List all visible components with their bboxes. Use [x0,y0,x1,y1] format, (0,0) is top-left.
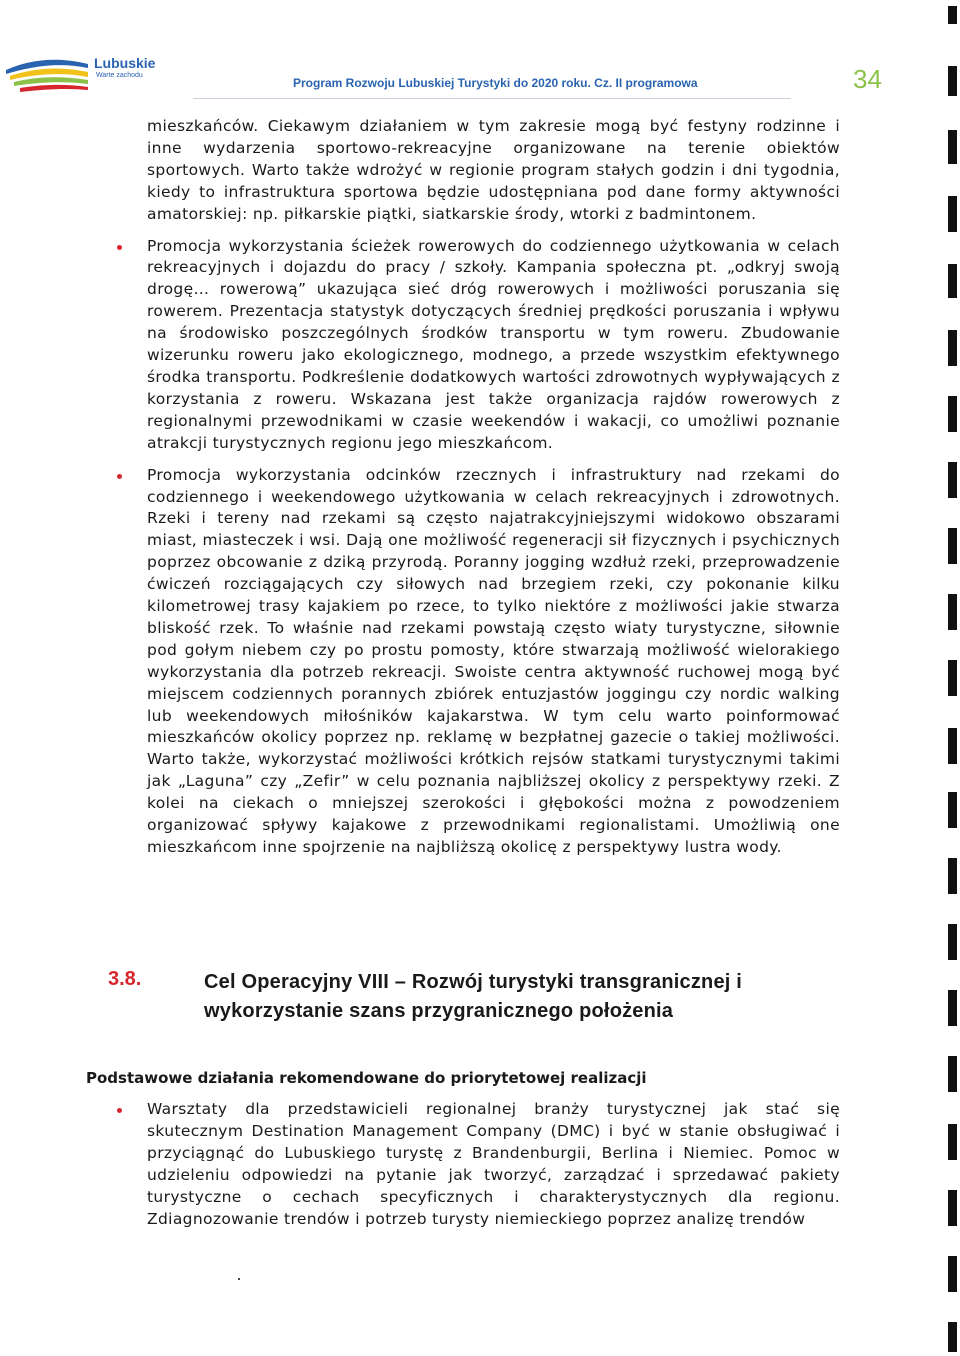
section-title: Cel Operacyjny VIII – Rozwój turystyki transgranicznej i wykorzystanie szans przygranicznego położenia [204,971,743,1022]
document-title: Program Rozwoju Lubuskiej Turystyki do 2020 roku. Cz. II programowa [293,76,698,90]
scan-edge-marks [948,0,960,1356]
header-divider [193,98,791,99]
section-number: 3.8. [108,968,142,990]
page-header [0,0,960,110]
logo-name: Lubuskie [94,55,156,71]
page-number: 34 [853,64,882,94]
list-item: Warsztaty dla przedstawicieli regionalnej branży turystycznej jak stać się skutecznym Destination Management Company (DMC) i być w stanie obsługiwać i przyciągnąć do Lubuskiego turystę z Brandenburgii, Berlina i Niemiec. Pomoc w udzieleniu odpowiedzi na pytanie jak tworzyć, zarządzać i sprzedawać pakiety turystyczne o cechach specyficznych i charakterystycznych dla regionu. Zdiagnozowanie trendów i potrzeb turysty niemieckiego poprzez analizę trendów [147,1099,840,1230]
stray-dot [238,1278,240,1280]
list-item: Promocja wykorzystania odcinków rzecznych i infrastruktury nad rzekami do codziennego i weekendowego użytkowania w celach rekreacyjnych i zdrowotnych. Rzeki i tereny nad rzekami są często najatrakcyjniejszymi widokowo obszarami miast, miasteczek i wsi. Dają one możliwość regeneracji sił fizycznych i psychicznych poprzez obcowanie z dziką przyrodą. Poranny jogging wzdłuż rzeki, przeprowadzenie ćwiczeń rozciągających czy siłowych nad brzegiem rzeki, czy pokonanie kilku kilometrowej trasy kajakiem po rzece, to tylko niektóre z możliwości jakie stwarza bliskość rzek. To właśnie nad rzekami powstają często wiaty turystyczne, siłownie pod gołym niebem czy po prostu pomosty, które stwarzają możliwość wielorakiego wykorzystania dla potrzeb rekreacji. Swoiste centra aktywność ruchowej mogą być miejscem codziennych porannych zbiórek entuzjastów joggingu czy nordic walking lub weekendowych miłośników kajakarstwa. W tym celu warto poinformować mieszkańców okolicy poprzez np. reklamę w bezpłatnej gazecie o takiej możliwości. Warto także, wykorzystać możliwości krótkich rejsów statkami turystycznymi takimi jak „Laguna” czy „Zefir” w celu poznania najbliższej okolicy z perspektywy rzeki. Z kolei na ciekach o mniejszej szerokości i głębokości można z powodzeniem organizować spływy kajakowe z przewodnikami regionalistami. Umożliwią one mieszkańcom inne spojrzenie na najbliższą okolicę z perspektywy lustra wody. [147,465,840,859]
logo-tagline: Warte zachodu [96,72,143,79]
section-list [0,1099,960,1230]
body-content [0,116,960,859]
continuation-paragraph: mieszkańców. Ciekawym działaniem w tym zakresie mogą być festyny rodzinne i inne wydarzenia sportowo-rekreacyjne organizowane na terenie obiektów sportowych. Warto także wdrożyć w regionie program stałych godzin i dni tygodnia, kiedy to infrastruktura sportowa będzie udostępniana pod dane formy aktywności amatorskiej: np. piłkarskie piątki, siatkarskie środy, wtorki z badmintonem. [147,117,840,223]
list-item: Promocja wykorzystania ścieżek rowerowych do codziennego użytkowania w celach rekreacyjnych i dojazdu do pracy / szkoły. Kampania społeczna pt. „odkryj swoją drogę… rowerową” ukazująca sieć dróg rowerowych i możliwości poruszania się rowerem. Prezentacja statystyk dotyczących średniej prędkości poruszania i wpływu na środowisko poszczególnych środków transportu w tym roweru. Zbudowanie wizerunku roweru jako ekologicznego, modnego, a przede wszystkim efektywnego środka transportu. Podkreślenie dodatkowych wartości zdrowotnych wypływających z korzystania z roweru. Wskazana jest także organizacja rajdów rowerowych z regionalnymi przewodnikami w czasie weekendów i wakacji, co umożliwi poznanie atrakcji turystycznych regionu jego mieszkańcom. [147,236,840,455]
lubuskie-logo [4,46,174,98]
logo-emblem-icon [4,46,94,98]
subheading: Podstawowe działania rekomendowane do priorytetowej realizacji [86,1069,647,1087]
